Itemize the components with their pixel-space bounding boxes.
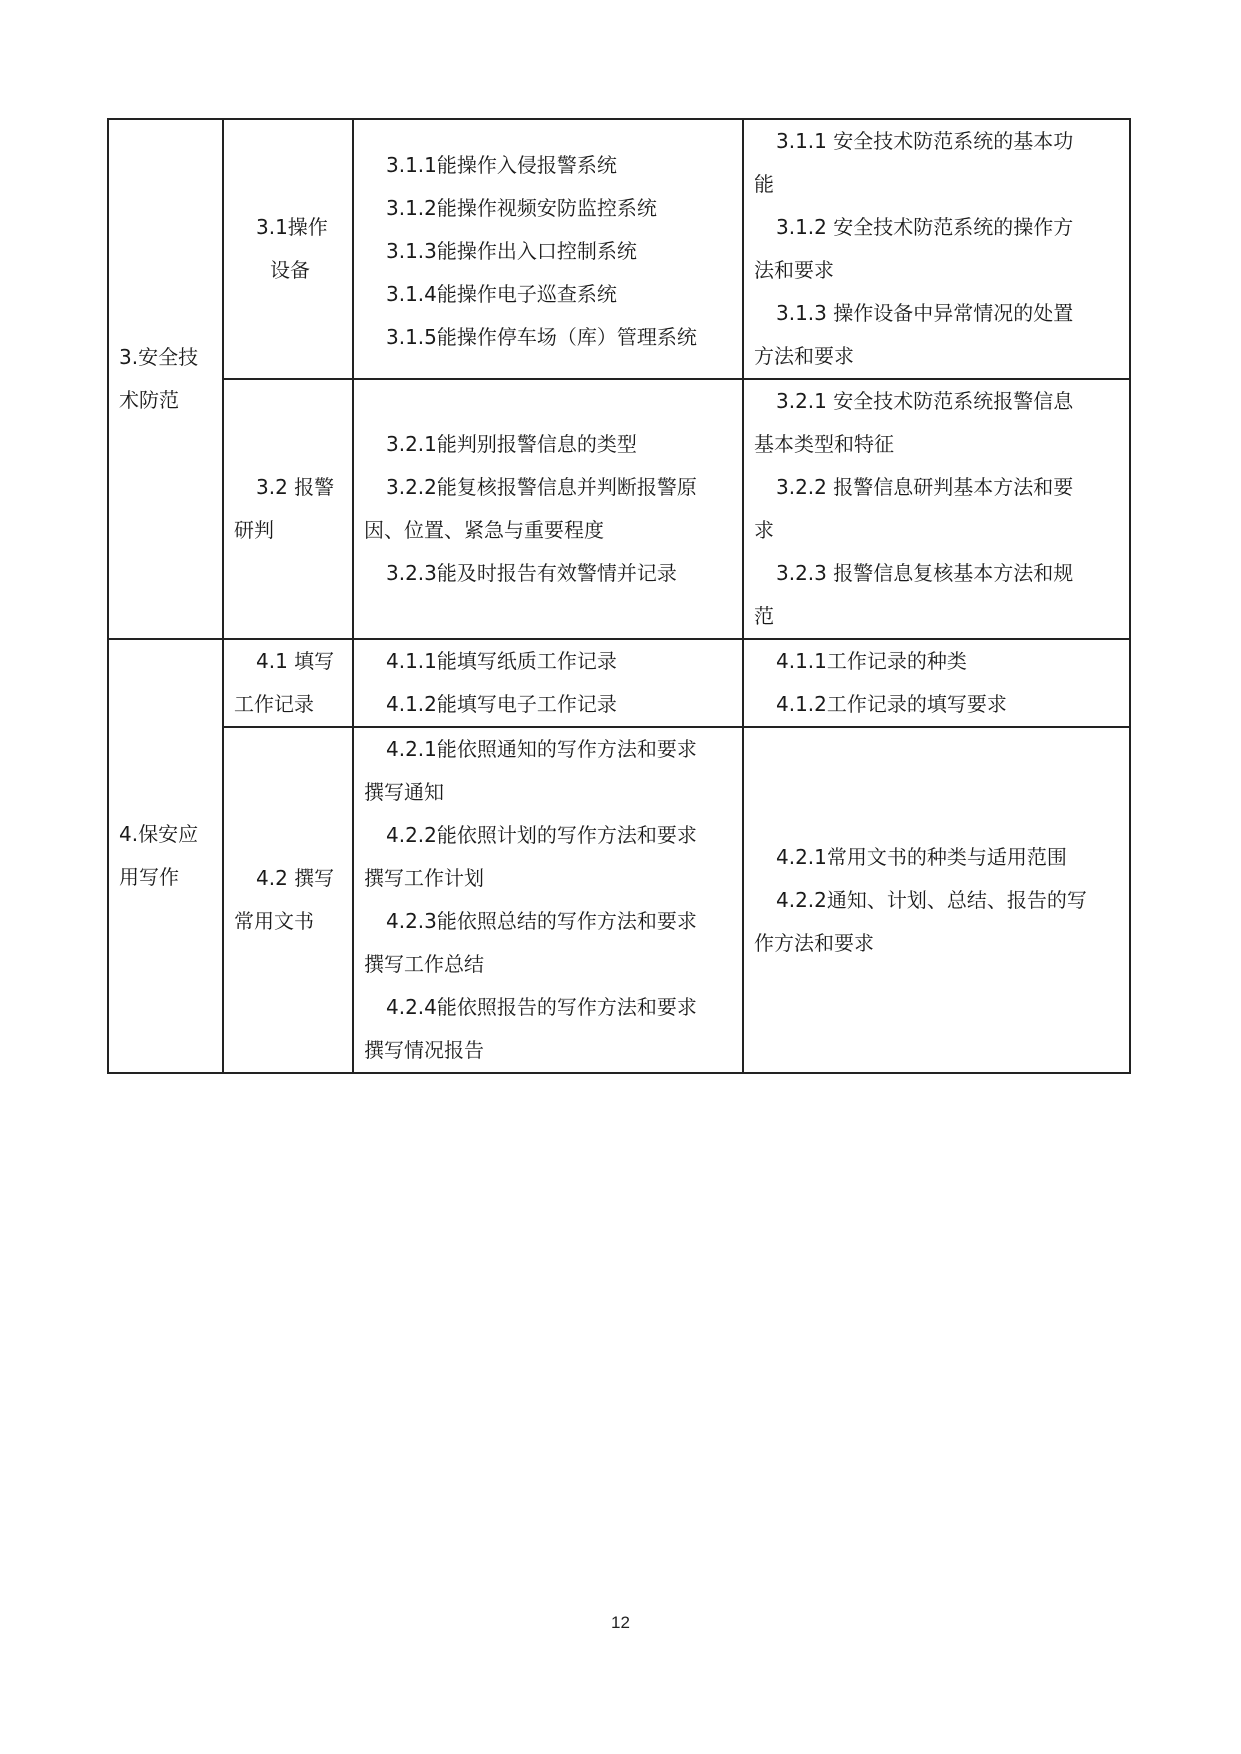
unit-cell (223, 119, 353, 379)
knowledge-item: 3.1.2 安全技术防范系统的操作方 (776, 215, 1074, 239)
module-label: 3.安全技 (119, 345, 199, 369)
knowledge-item: 作方法和要求 (754, 930, 874, 955)
knowledge-item: 3.2.2 报警信息研判基本方法和要 (776, 475, 1074, 499)
knowledge-item: 4.1.2工作记录的填写要求 (776, 692, 1007, 716)
unit-cell (223, 727, 353, 1073)
skill-standard-table (107, 118, 1131, 1074)
skill-item: 4.2.4能依照报告的写作方法和要求 (386, 995, 697, 1019)
skill-item: 4.2.1能依照通知的写作方法和要求 (386, 737, 697, 761)
table-row (108, 639, 1130, 727)
skill-item: 4.1.1能填写纸质工作记录 (386, 649, 617, 673)
skill-item: 4.2.2能依照计划的写作方法和要求 (386, 823, 697, 847)
skill-item: 4.1.2能填写电子工作记录 (386, 692, 617, 716)
unit-label: 设备 (270, 258, 310, 282)
page-number: 12 (611, 1613, 630, 1632)
knowledge-item: 3.2.1 安全技术防范系统报警信息 (776, 389, 1074, 413)
table-row (108, 727, 1130, 1073)
knowledge-item: 4.1.1工作记录的种类 (776, 649, 967, 673)
module-label: 4.保安应 (119, 822, 199, 846)
knowledge-item: 3.2.3 报警信息复核基本方法和规 (776, 561, 1074, 585)
unit-label: 常用文书 (234, 909, 314, 933)
module-cell (108, 119, 223, 639)
skill-item: 撰写情况报告 (364, 1038, 484, 1062)
skill-cell (353, 119, 743, 379)
skill-item: 3.2.2能复核报警信息并判断报警原 (386, 475, 697, 499)
unit-label: 4.1 填写 (256, 649, 335, 673)
knowledge-item: 范 (754, 604, 774, 628)
skill-item: 撰写工作总结 (364, 952, 484, 976)
module-cell (108, 639, 223, 1073)
unit-cell (223, 379, 353, 639)
table-row (108, 119, 1130, 379)
knowledge-cell (743, 379, 1130, 639)
unit-label: 3.1操作 (256, 215, 328, 239)
unit-label: 3.2 报警 (256, 475, 335, 499)
skill-item: 3.1.4能操作电子巡查系统 (386, 281, 617, 306)
knowledge-item: 3.1.1 安全技术防范系统的基本功 (776, 129, 1074, 153)
skill-item: 4.2.3能依照总结的写作方法和要求 (386, 909, 697, 933)
unit-label: 4.2 撰写 (256, 866, 335, 890)
skill-item: 3.2.1能判别报警信息的类型 (386, 432, 637, 456)
skill-cell (353, 639, 743, 727)
knowledge-cell (743, 639, 1130, 727)
skill-item: 因、位置、紧急与重要程度 (364, 518, 604, 542)
skill-item: 撰写通知 (364, 780, 444, 804)
module-label: 用写作 (119, 865, 179, 889)
skill-cell (353, 727, 743, 1073)
skill-item: 3.1.2能操作视频安防监控系统 (386, 195, 657, 220)
knowledge-item: 能 (754, 172, 774, 196)
skill-item: 3.1.1能操作入侵报警系统 (386, 152, 617, 177)
unit-label: 研判 (234, 518, 274, 542)
knowledge-item: 方法和要求 (754, 344, 854, 368)
unit-cell (223, 639, 353, 727)
knowledge-cell (743, 727, 1130, 1073)
knowledge-item: 求 (754, 518, 774, 542)
skill-item: 3.1.5能操作停车场（库）管理系统 (386, 324, 697, 349)
table-row (108, 379, 1130, 639)
knowledge-item: 法和要求 (754, 258, 834, 282)
skill-item: 3.2.3能及时报告有效警情并记录 (386, 561, 677, 585)
knowledge-cell (743, 119, 1130, 379)
skill-item: 3.1.3能操作出入口控制系统 (386, 238, 637, 263)
skill-cell (353, 379, 743, 639)
knowledge-item: 3.1.3 操作设备中异常情况的处置 (776, 301, 1074, 325)
unit-label: 工作记录 (234, 692, 314, 716)
knowledge-item: 基本类型和特征 (754, 432, 894, 456)
knowledge-item: 4.2.1常用文书的种类与适用范围 (776, 844, 1067, 869)
module-label: 术防范 (119, 388, 179, 412)
knowledge-item: 4.2.2通知、计划、总结、报告的写 (776, 887, 1087, 912)
skill-item: 撰写工作计划 (364, 866, 484, 890)
